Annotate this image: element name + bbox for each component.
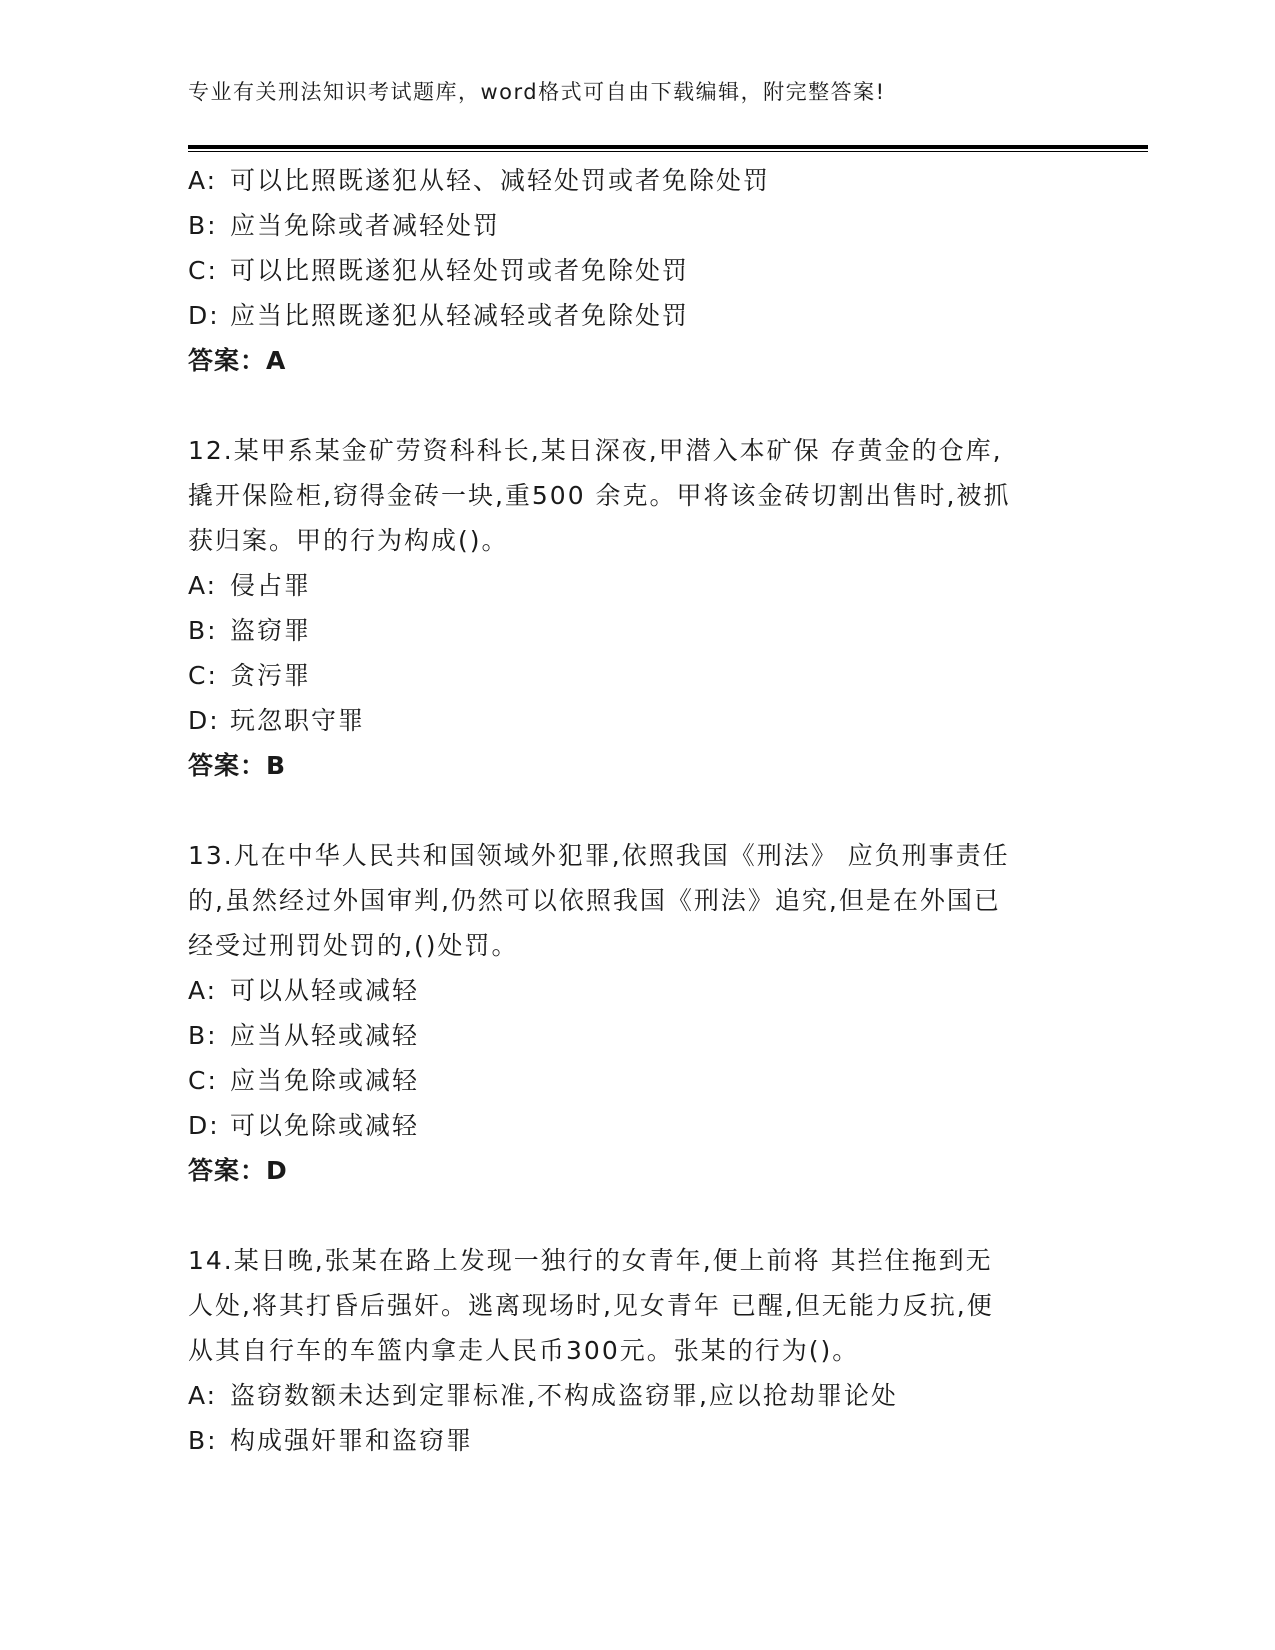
option-c: C: 可以比照既遂犯从轻处罚或者免除处罚 [188,256,690,285]
option-a: A: 盗窃数额未达到定罪标准,不构成盗窃罪,应以抢劫罪论处 [188,1381,898,1410]
option-d: D: 应当比照既遂犯从轻减轻或者免除处罚 [188,301,690,330]
option-b: B: 盗窃罪 [188,616,312,645]
question-text: 获归案。甲的行为构成()。 [188,526,509,555]
spacer [188,788,1068,833]
option-a: A: 可以比照既遂犯从轻、减轻处罚或者免除处罚 [188,166,771,195]
spacer [188,1193,1068,1238]
answer: 答案：A [188,346,287,375]
question-list [188,158,1068,1463]
answer: 答案：B [188,751,287,780]
header-rule-thick [188,145,1148,149]
option-a: A: 可以从轻或减轻 [188,976,420,1005]
question-text: 撬开保险柜,窃得金砖一块,重500 余克。甲将该金砖切割出售时,被抓 [188,481,1011,510]
option-c: C: 贪污罪 [188,661,312,690]
answer: 答案：D [188,1156,288,1185]
question-text: 13.凡在中华人民共和国领域外犯罪,依照我国《刑法》 应负刑事责任 [188,841,1010,870]
question-14 [188,1238,1068,1463]
question-12 [188,428,1068,788]
option-c: C: 应当免除或减轻 [188,1066,420,1095]
question-text: 人处,将其打昏后强奸。逃离现场时,见女青年 已醒,但无能力反抗,便 [188,1291,994,1320]
option-d: D: 玩忽职守罪 [188,706,366,735]
option-b: B: 应当从轻或减轻 [188,1021,420,1050]
question-text: 从其自行车的车篮内拿走人民币300元。张某的行为()。 [188,1336,860,1365]
question-text: 的,虽然经过外国审判,仍然可以依照我国《刑法》追究,但是在外国已 [188,886,1001,915]
question-11 [188,158,1068,383]
header-rule-thin [188,151,1148,152]
question-text: 经受过刑罚处罚的,()处罚。 [188,931,519,960]
question-text: 14.某日晚,张某在路上发现一独行的女青年,便上前将 其拦住拖到无 [188,1246,993,1275]
option-b: B: 构成强奸罪和盗窃罪 [188,1426,474,1455]
question-13 [188,833,1068,1193]
question-text: 12.某甲系某金矿劳资科科长,某日深夜,甲潜入本矿保 存黄金的仓库, [188,436,1003,465]
option-a: A: 侵占罪 [188,571,312,600]
option-b: B: 应当免除或者减轻处罚 [188,211,501,240]
option-d: D: 可以免除或减轻 [188,1111,420,1140]
spacer [188,383,1068,428]
page-header: 专业有关刑法知识考试题库，word格式可自由下载编辑，附完整答案! [188,80,886,104]
